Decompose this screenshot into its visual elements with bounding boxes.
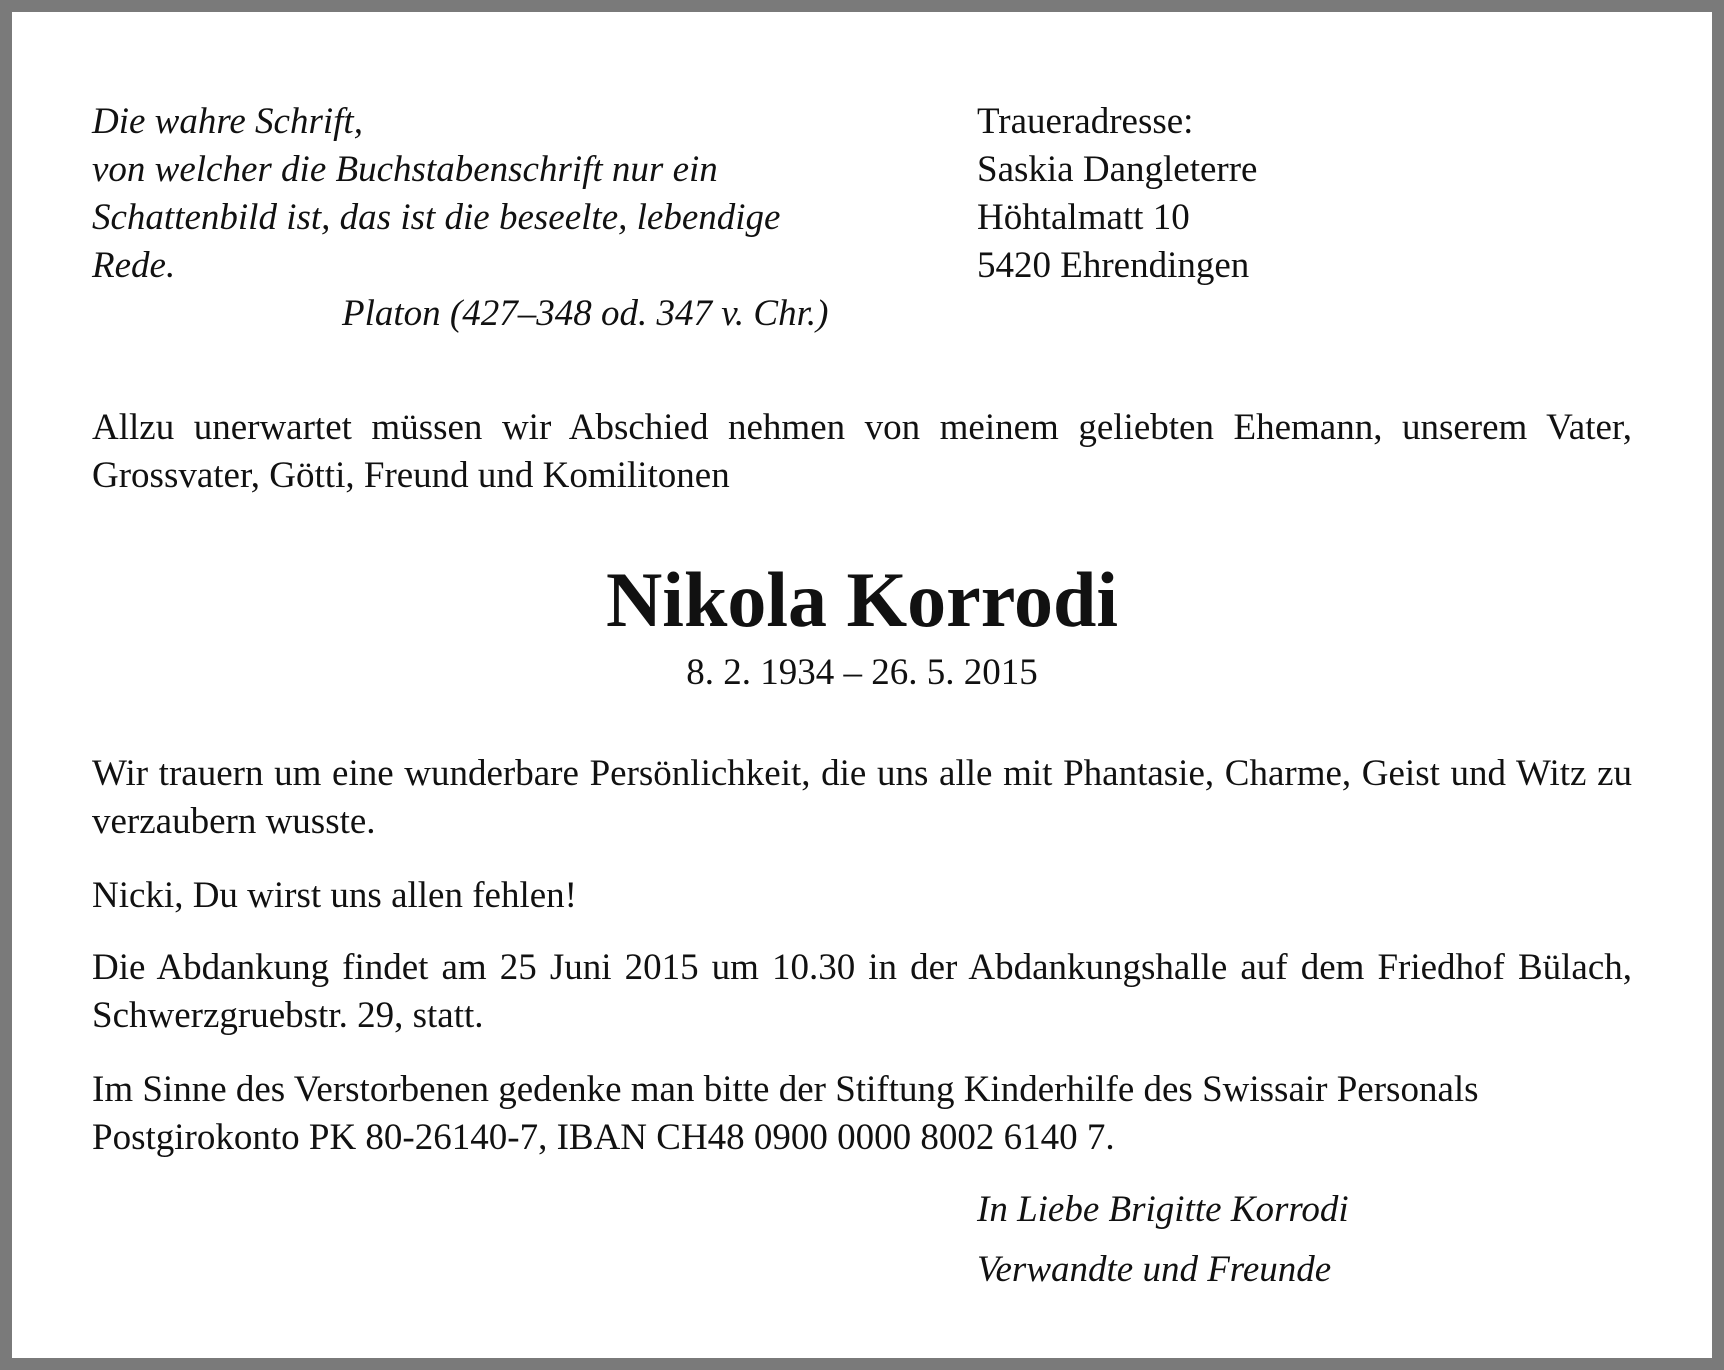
signature-line: In Liebe Brigitte Korrodi [977, 1189, 1349, 1230]
donation-paragraph [92, 1066, 1632, 1162]
mourning-paragraph: Wir trauern um eine wunderbare Persönlichkeit, die uns alle mit Phantasie, Charme, Geist und Witz zu verzaubern wusste. [92, 753, 1632, 842]
obituary-page [12, 12, 1712, 1358]
quote-line: Schattenbild ist, das ist die beseelte, lebendige [92, 197, 781, 238]
mourning-address [977, 98, 1257, 290]
donation-line: Im Sinne des Verstorbenen gedenke man bitte der Stiftung Kinderhilfe des Swissair Personals [92, 1069, 1479, 1110]
quote-line: Die wahre Schrift, [92, 101, 363, 142]
quote-line: von welcher die Buchstabenschrift nur ein [92, 149, 718, 190]
intro-paragraph: Allzu unerwartet müssen wir Abschied nehmen von meinem geliebten Ehemann, unserem Vater, Grossvater, Götti, Freund und Komilitonen [92, 407, 1632, 496]
service-paragraph: Die Abdankung findet am 25 Juni 2015 um 10.30 in der Abdankungshalle auf dem Friedhof Bülach, Schwerzgruebstr. 29, statt. [92, 947, 1632, 1036]
epigraph-quote [92, 98, 892, 338]
address-line: 5420 Ehrendingen [977, 245, 1250, 286]
signature-line: Verwandte und Freunde [977, 1249, 1332, 1290]
deceased-name: Nikola Korrodi [605, 556, 1119, 643]
quote-author: Platon (427–348 od. 347 v. Chr.) [342, 293, 829, 334]
address-line: Höhtalmatt 10 [977, 197, 1190, 238]
address-line: Saskia Dangleterre [977, 149, 1258, 190]
farewell-paragraph: Nicki, Du wirst uns allen fehlen! [92, 875, 577, 916]
quote-line: Rede. [92, 245, 176, 286]
address-line: Traueradresse: [977, 101, 1194, 142]
life-dates: 8. 2. 1934 – 26. 5. 2015 [686, 652, 1038, 693]
donation-account-line: Postgirokonto PK 80-26140-7, IBAN CH48 0900 0000 8002 6140 7. [92, 1117, 1115, 1158]
